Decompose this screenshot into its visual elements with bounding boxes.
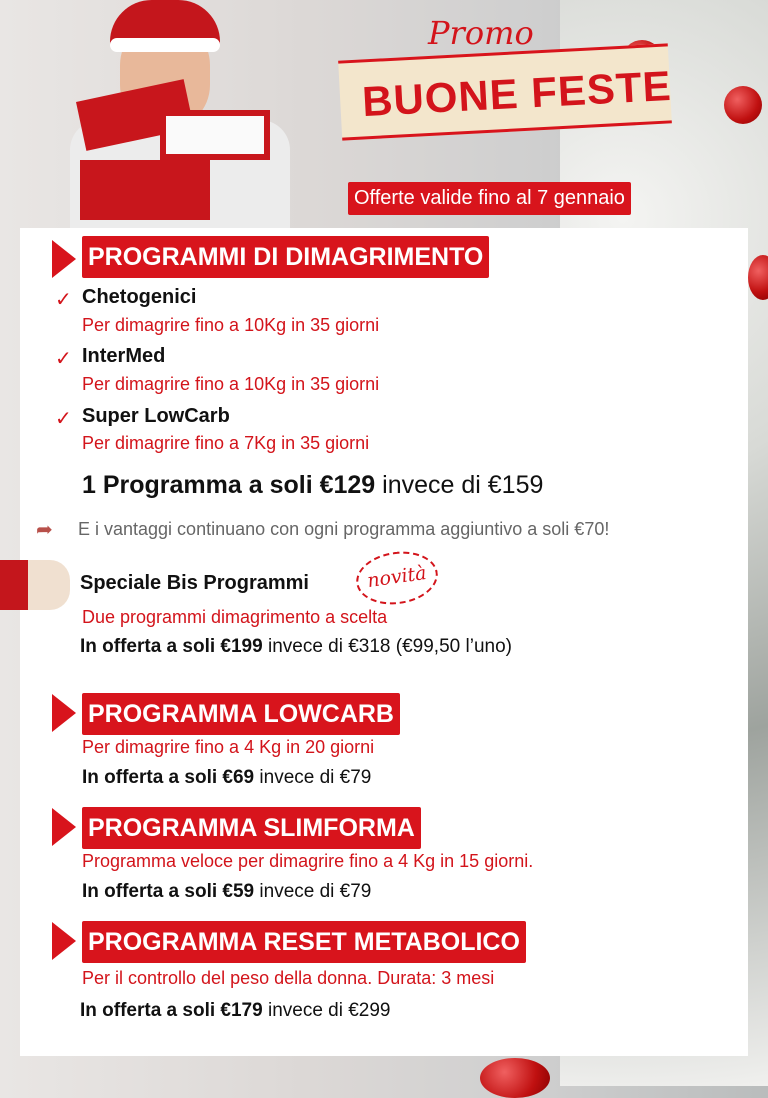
section-desc: Per il controllo del peso della donna. Durata: 3 mesi (82, 968, 495, 988)
program-name: Super LowCarb (82, 405, 230, 427)
validity-badge: Offerte valide fino al 7 gennaio (348, 182, 631, 215)
section-price (82, 767, 371, 789)
arrow-marker-icon (52, 808, 76, 846)
program-desc: Per dimagrire fino a 10Kg in 35 giorni (82, 374, 380, 394)
price-line (82, 471, 543, 500)
extra-offer-text: E i vantaggi continuano con ogni programma aggiuntivo a soli €70! (78, 519, 610, 539)
program-name: InterMed (82, 345, 166, 367)
check-icon: ✓ (55, 408, 72, 430)
section-title: PROGRAMMI DI DIMAGRIMENTO (82, 236, 489, 278)
woman-with-gifts-image (60, 0, 320, 232)
check-icon: ✓ (55, 348, 72, 370)
banner-title: BUONE FESTE (360, 61, 673, 126)
pointing-hand-image (0, 560, 70, 610)
price-old: invece di €79 (254, 881, 372, 902)
ornament-image (724, 86, 762, 124)
program-desc: Per dimagrire fino a 10Kg in 35 giorni (82, 315, 380, 335)
special-desc: Due programmi dimagrimento a scelta (82, 607, 388, 627)
section-title: PROGRAMMA LOWCARB (82, 693, 400, 735)
special-price (80, 636, 512, 658)
curved-arrow-icon: ➦ (36, 519, 53, 541)
section-title: PROGRAMMA RESET METABOLICO (82, 921, 526, 963)
program-desc: Per dimagrire fino a 7Kg in 35 giorni (82, 433, 370, 453)
section-price (80, 1000, 391, 1022)
price-offer: 1 Programma a soli €129 (82, 471, 376, 499)
arrow-marker-icon (52, 694, 76, 732)
price-offer: In offerta a soli €59 (82, 881, 255, 902)
section-title: PROGRAMMA SLIMFORMA (82, 807, 421, 849)
program-name: Chetogenici (82, 286, 197, 308)
arrow-marker-icon (52, 922, 76, 960)
section-desc: Programma veloce per dimagrire fino a 4 Kg in 15 giorni. (82, 851, 534, 871)
price-old: invece di €299 (262, 1000, 391, 1021)
check-icon: ✓ (55, 289, 72, 311)
price-old: invece di €79 (254, 767, 372, 788)
ornament-image (480, 1058, 550, 1098)
special-title: Speciale Bis Programmi (80, 572, 309, 594)
section-desc: Per dimagrire fino a 4 Kg in 20 giorni (82, 737, 375, 757)
price-offer: In offerta a soli €179 (80, 1000, 263, 1021)
arrow-marker-icon (52, 240, 76, 278)
price-offer: In offerta a soli €69 (82, 767, 255, 788)
price-old: invece di €159 (375, 471, 544, 499)
section-price (82, 881, 371, 903)
price-old: invece di €318 (€99,50 l’uno) (262, 636, 512, 657)
price-offer: In offerta a soli €199 (80, 636, 263, 657)
promo-label: Promo (428, 14, 534, 52)
novita-stamp: novità (353, 547, 441, 610)
